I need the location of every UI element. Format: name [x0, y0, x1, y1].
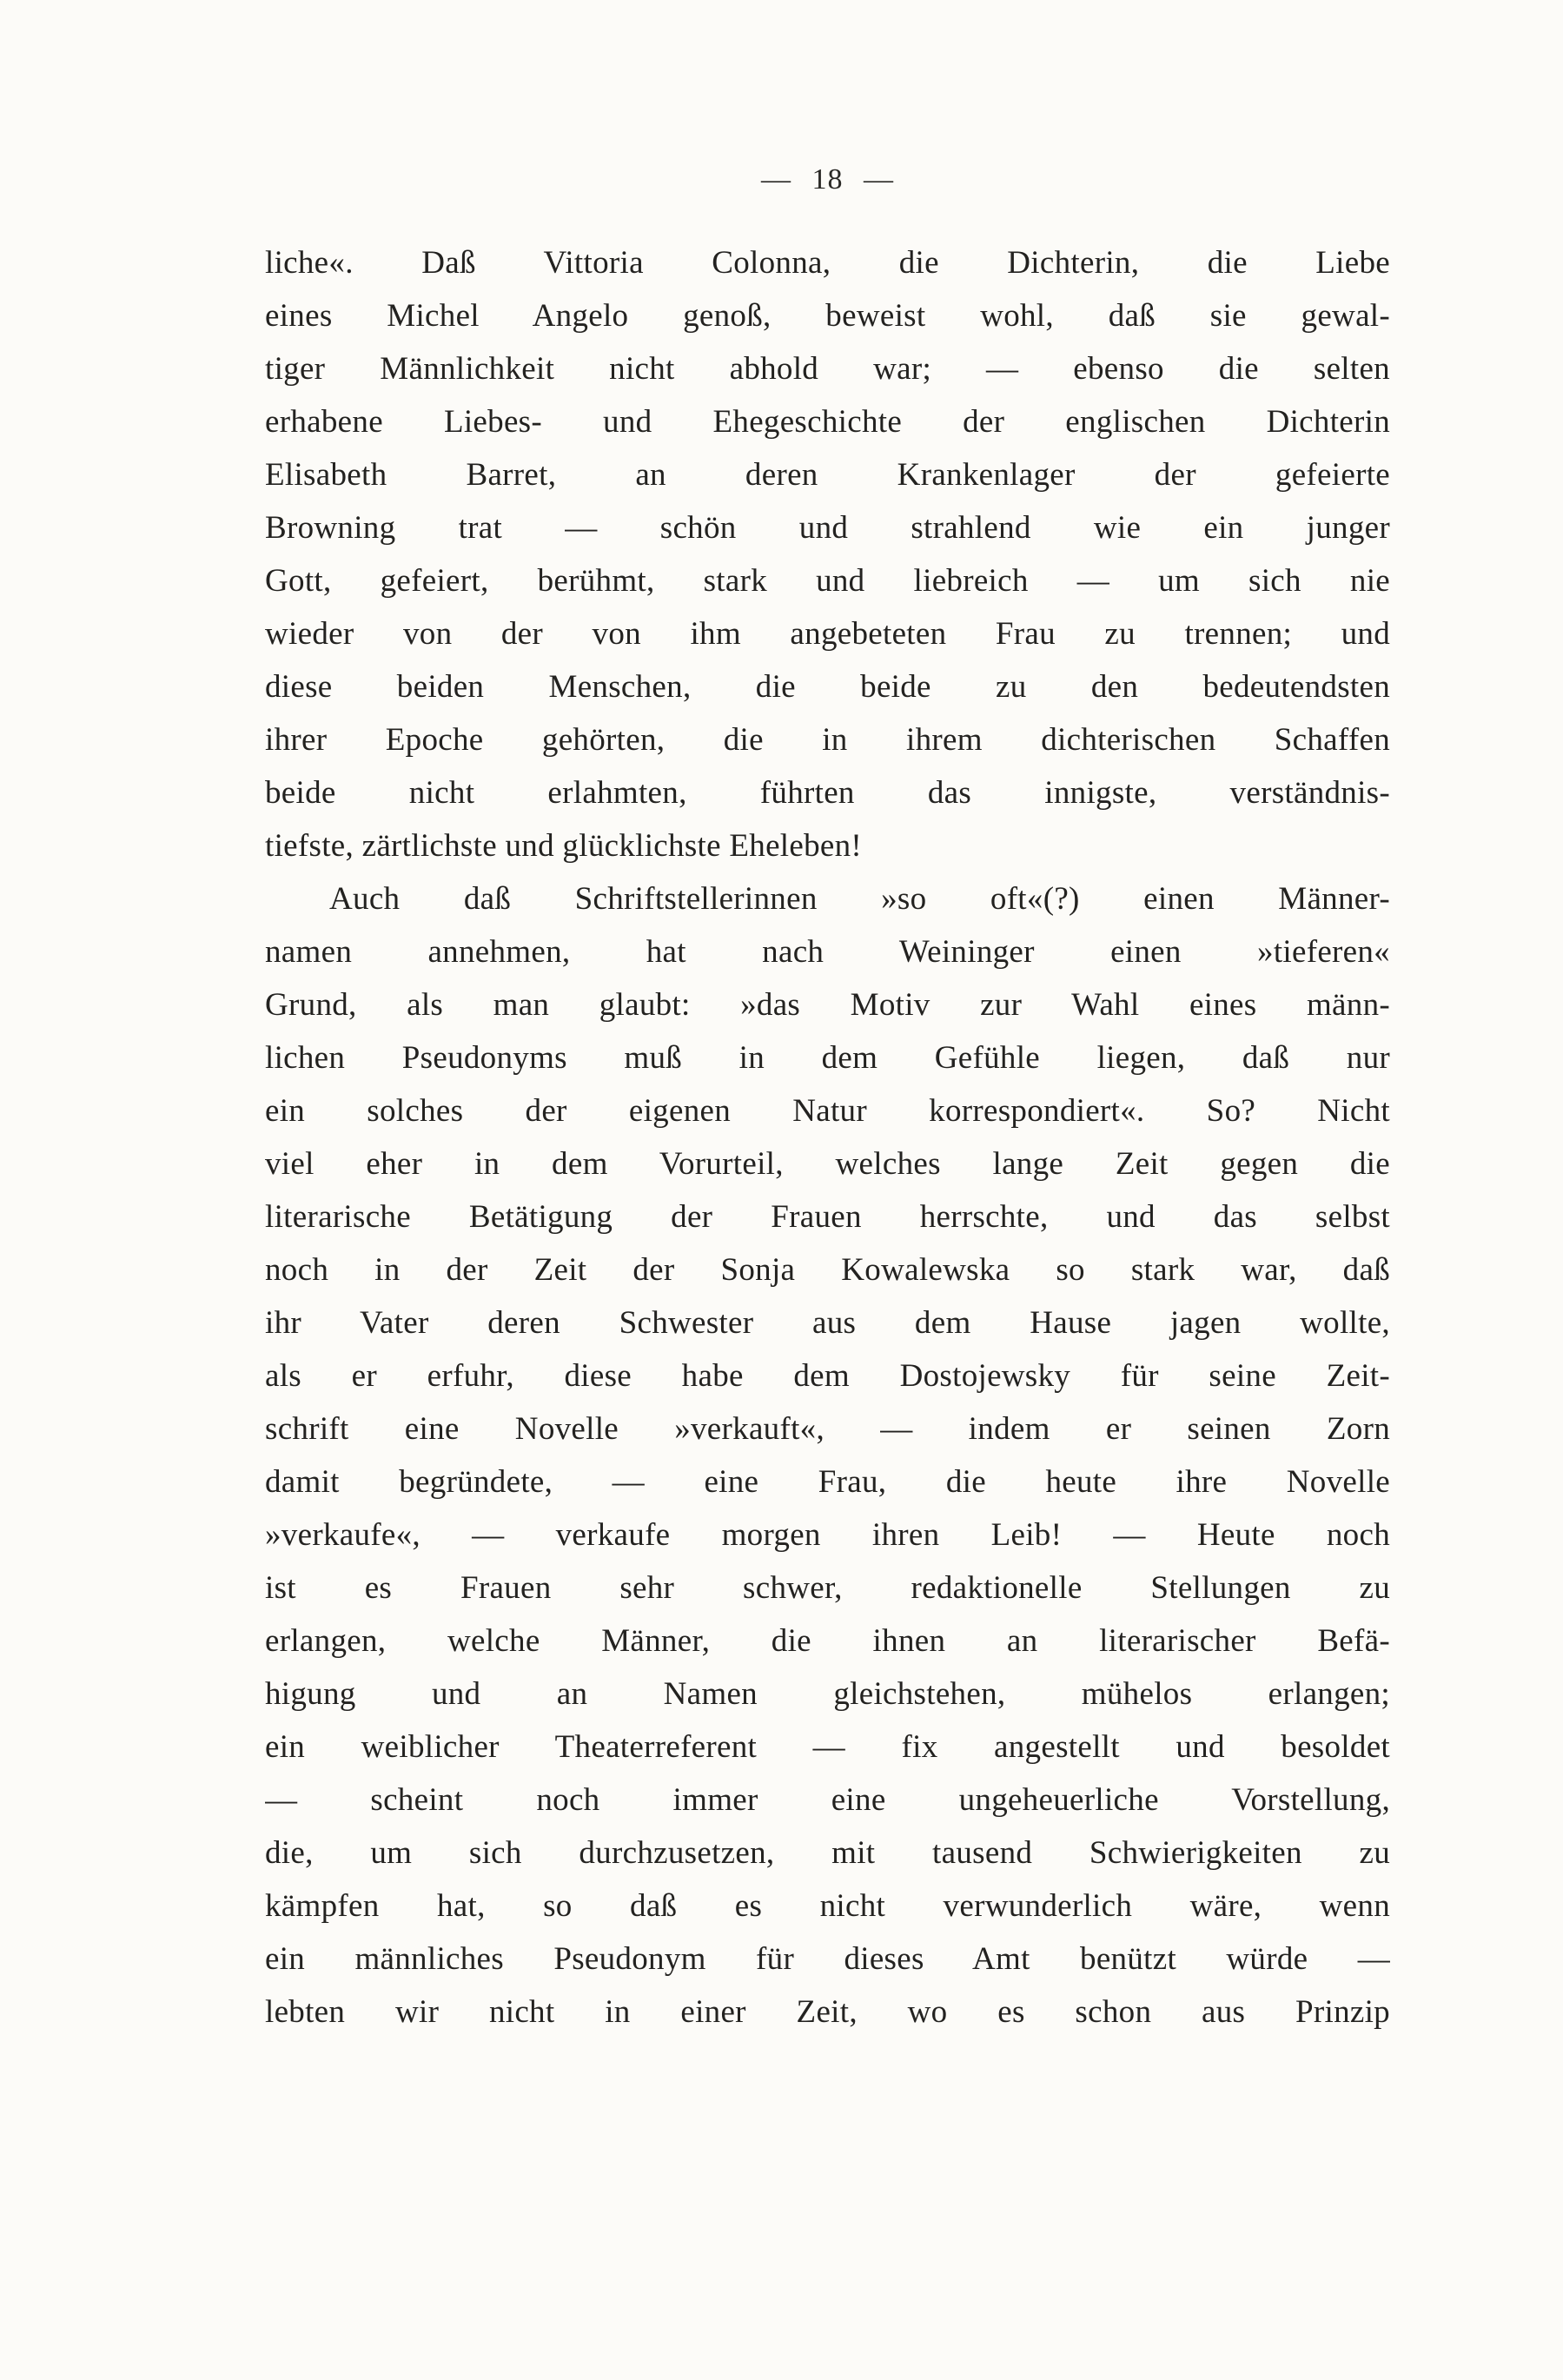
text-line: literarische Betätigung der Frauen herrschte, und das selbst	[265, 1199, 1390, 1235]
text-line: namen annehmen, hat nach Weininger einen »tieferen«	[265, 934, 1390, 970]
text-line: als er erfuhr, diese habe dem Dostojewsky für seine Zeit-	[265, 1358, 1390, 1394]
text-line: higung und an Namen gleichstehen, mühelos erlangen;	[265, 1676, 1390, 1712]
text-line: kämpfen hat, so daß es nicht verwunderlich wäre, wenn	[265, 1888, 1390, 1924]
text-line: ist es Frauen sehr schwer, redaktionelle Stellungen zu	[265, 1570, 1390, 1606]
text-line: ein männliches Pseudonym für dieses Amt benützt würde —	[265, 1941, 1390, 1977]
text-line: noch in der Zeit der Sonja Kowalewska so stark war, daß	[265, 1252, 1390, 1288]
text-line: Auch daß Schriftstellerinnen »so oft«(?) einen Männer-	[329, 881, 1390, 917]
text-line: tiefste, zärtlichste und glücklichste Eheleben!	[265, 828, 863, 864]
text-line: lebten wir nicht in einer Zeit, wo es schon aus Prinzip	[265, 1994, 1390, 2030]
text-line: beide nicht erlahmten, führten das innigste, verständnis-	[265, 775, 1390, 811]
text-line: schrift eine Novelle »verkauft«, — indem er seinen Zorn	[265, 1411, 1390, 1447]
text-line: Grund, als man glaubt: »das Motiv zur Wahl eines männ-	[265, 987, 1390, 1023]
text-line: eines Michel Angelo genoß, beweist wohl, daß sie gewal-	[265, 298, 1390, 334]
page-number: — 18 —	[761, 163, 894, 196]
text-line: tiger Männlichkeit nicht abhold war; — ebenso die selten	[265, 351, 1390, 387]
text-line: Browning trat — schön und strahlend wie ein junger	[265, 510, 1390, 546]
text-line: — scheint noch immer eine ungeheuerliche Vorstellung,	[265, 1782, 1390, 1818]
text-line: wieder von der von ihm angebeteten Frau zu trennen; und	[265, 616, 1390, 652]
text-line: lichen Pseudonyms muß in dem Gefühle liegen, daß nur	[265, 1040, 1390, 1076]
text-block	[265, 236, 1390, 2039]
text-line: erhabene Liebes- und Ehegeschichte der englischen Dichterin	[265, 404, 1390, 440]
text-line: viel eher in dem Vorurteil, welches lange Zeit gegen die	[265, 1146, 1390, 1182]
text-line: ein weiblicher Theaterreferent — fix angestellt und besoldet	[265, 1729, 1390, 1765]
text-line: ihrer Epoche gehörten, die in ihrem dichterischen Schaffen	[265, 722, 1390, 758]
text-line: damit begründete, — eine Frau, die heute ihre Novelle	[265, 1464, 1390, 1500]
text-line: die, um sich durchzusetzen, mit tausend Schwierigkeiten zu	[265, 1835, 1390, 1871]
text-line: »verkaufe«, — verkaufe morgen ihren Leib! — Heute noch	[265, 1517, 1390, 1553]
text-line: liche«. Daß Vittoria Colonna, die Dichterin, die Liebe	[265, 245, 1390, 281]
text-line: Gott, gefeiert, berühmt, stark und liebreich — um sich nie	[265, 563, 1390, 599]
text-line: ihr Vater deren Schwester aus dem Hause jagen wollte,	[265, 1305, 1390, 1341]
text-line: ein solches der eigenen Natur korrespondiert«. So? Nicht	[265, 1093, 1390, 1129]
text-line: diese beiden Menschen, die beide zu den bedeutendsten	[265, 669, 1390, 705]
text-line: erlangen, welche Männer, die ihnen an literarischer Befä-	[265, 1623, 1390, 1659]
text-line: Elisabeth Barret, an deren Krankenlager der gefeierte	[265, 457, 1390, 493]
